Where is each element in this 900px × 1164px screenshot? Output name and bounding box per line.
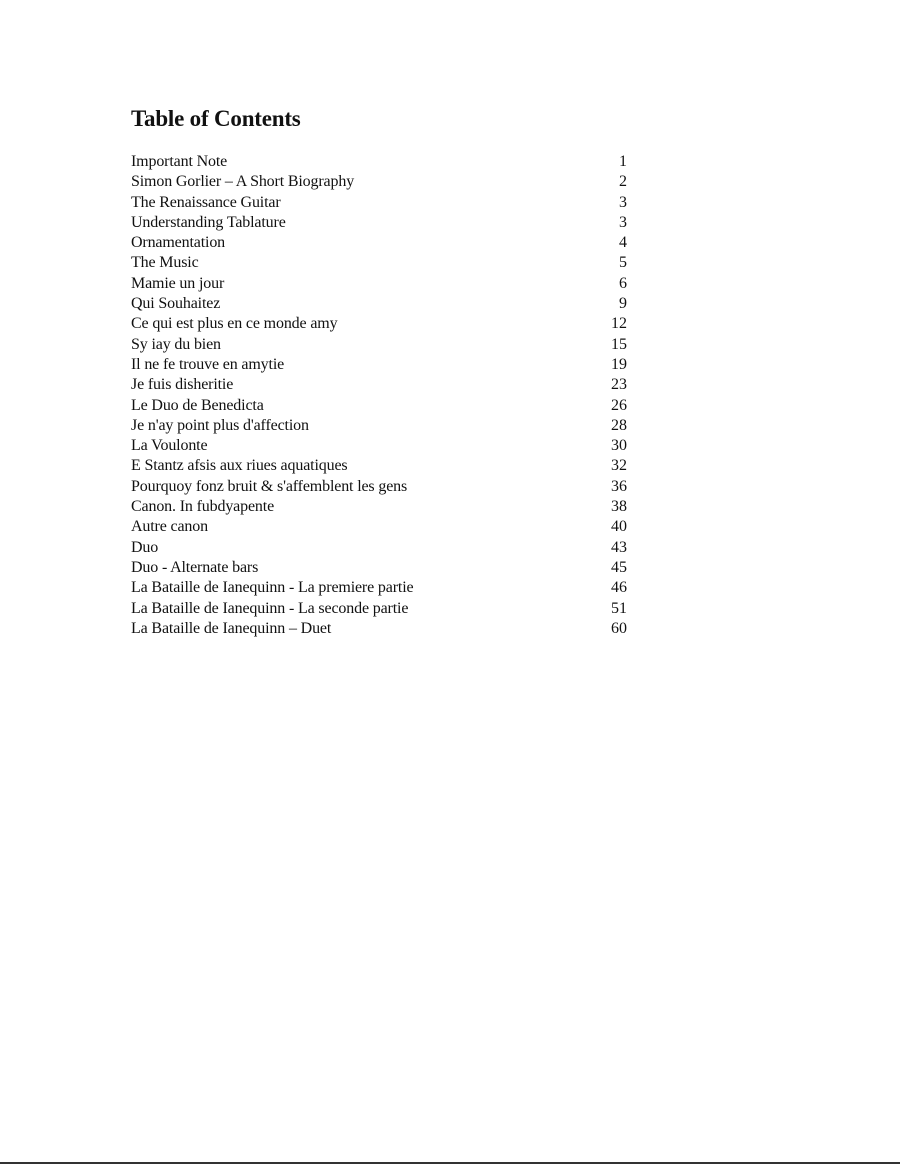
toc-entry-page-number: 19 <box>611 355 627 373</box>
toc-entry <box>131 396 631 416</box>
toc-entry-page-number: 36 <box>611 477 627 495</box>
toc-entry-page-number: 46 <box>611 579 627 597</box>
toc-entry-page-number: 23 <box>611 376 627 394</box>
toc-entry-title: La Bataille de Ianequinn - La seconde partie <box>131 599 409 617</box>
toc-entry <box>131 477 631 497</box>
toc-entry-page-number: 43 <box>611 538 627 556</box>
toc-entry <box>131 213 631 233</box>
toc-entry <box>131 355 631 375</box>
toc-entry-page-number: 45 <box>611 558 627 576</box>
toc-entry-title: Mamie un jour <box>131 274 225 292</box>
toc-entry <box>131 253 631 273</box>
toc-entry <box>131 375 631 395</box>
toc-entry-title: The Music <box>131 254 199 272</box>
toc-entry-page-number: 30 <box>611 437 627 455</box>
toc-entry-title: La Voulonte <box>131 437 208 455</box>
toc-entry-page-number: 32 <box>611 457 627 475</box>
toc-entry-page-number: 9 <box>619 295 627 313</box>
toc-entry-title: Je n'ay point plus d'affection <box>131 416 309 434</box>
toc-entry <box>131 172 631 192</box>
toc-entry <box>131 558 631 578</box>
toc-entry-page-number: 28 <box>611 416 627 434</box>
table-of-contents <box>131 152 631 639</box>
toc-entry-title: Le Duo de Benedicta <box>131 396 264 414</box>
toc-entry-page-number: 2 <box>619 173 627 191</box>
toc-entry <box>131 233 631 253</box>
toc-entry <box>131 436 631 456</box>
toc-entry-title: Pourquoy fonz bruit & s'affemblent les gens <box>131 477 408 495</box>
toc-entry <box>131 294 631 314</box>
toc-entry-title: E Stantz afsis aux riues aquatiques <box>131 457 348 475</box>
toc-entry-title: Simon Gorlier – A Short Biography <box>131 173 355 191</box>
toc-entry <box>131 152 631 172</box>
toc-entry-page-number: 15 <box>611 335 627 353</box>
toc-entry-title: La Bataille de Ianequinn - La premiere partie <box>131 579 414 597</box>
toc-entry-title: Sy iay du bien <box>131 335 221 353</box>
toc-entry-title: Ornamentation <box>131 234 226 252</box>
toc-entry <box>131 599 631 619</box>
toc-entry-title: The Renaissance Guitar <box>131 193 281 211</box>
toc-entry <box>131 619 631 639</box>
toc-entry <box>131 456 631 476</box>
toc-entry-page-number: 26 <box>611 396 627 414</box>
toc-entry <box>131 517 631 537</box>
toc-entry-page-number: 5 <box>619 254 627 272</box>
page-title: Table of Contents <box>131 106 301 131</box>
toc-entry-page-number: 60 <box>611 619 627 637</box>
toc-entry-title: Canon. In fubdyapente <box>131 498 275 516</box>
toc-entry-title: Important Note <box>131 153 228 170</box>
toc-entry-title: La Bataille de Ianequinn – Duet <box>131 619 332 637</box>
toc-entry <box>131 416 631 436</box>
toc-entry-page-number: 6 <box>619 274 627 292</box>
toc-entry <box>131 274 631 294</box>
toc-entry <box>131 497 631 517</box>
toc-entry <box>131 335 631 355</box>
toc-entry <box>131 193 631 213</box>
toc-entry-page-number: 3 <box>619 213 627 231</box>
toc-entry <box>131 538 631 558</box>
toc-entry-title: Ce qui est plus en ce monde amy <box>131 315 338 333</box>
toc-entry-title: Autre canon <box>131 518 208 536</box>
toc-entry <box>131 314 631 334</box>
toc-entry-title: Qui Souhaitez <box>131 295 221 313</box>
toc-entry-title: Duo <box>131 538 159 556</box>
toc-entry-title: Understanding Tablature <box>131 213 286 231</box>
toc-entry-page-number: 40 <box>611 518 627 536</box>
toc-entry-title: Duo - Alternate bars <box>131 558 259 576</box>
toc-entry <box>131 578 631 598</box>
toc-entry-page-number: 12 <box>611 315 627 333</box>
toc-entry-page-number: 1 <box>619 153 627 170</box>
toc-entry-page-number: 3 <box>619 193 627 211</box>
toc-entry-page-number: 38 <box>611 498 627 516</box>
toc-entry-page-number: 4 <box>619 234 627 252</box>
toc-entry-title: Je fuis disheritie <box>131 376 234 394</box>
toc-entry-title: Il ne fe trouve en amytie <box>131 355 285 373</box>
toc-entry-page-number: 51 <box>611 599 627 617</box>
